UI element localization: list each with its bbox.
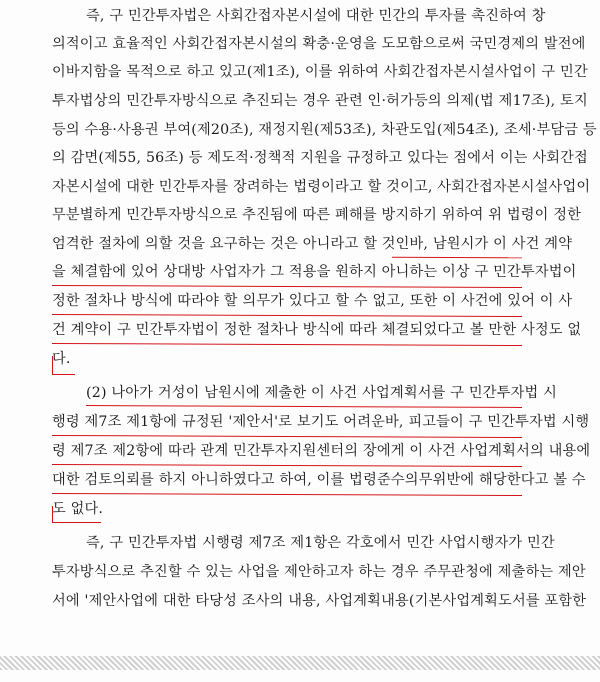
paragraph-line: 을 체결함에 있어 상대방 사업자가 그 적용을 원하지 아니하는 이상 구 민간투자법이 [52,264,577,280]
paragraph-line: 자본시설에 대한 민간투자를 장려하는 법령이라고 할 것이고, 사회간접자본시설사업이 [52,179,591,195]
red-underline [52,285,522,288]
paragraph-line: 서에 '제안사업에 대한 타당성 조사의 내용, 사업계획내용(기본사업계획도서를 포함한 [52,593,587,609]
paragraph-line: 투자방식으로 추진할 수 있는 사업을 제안하고자 하는 경우 주무관청에 제출하는 제안 [52,564,586,580]
paragraph-line: 도 없다. [52,501,104,517]
red-underline [52,435,522,438]
paragraph-line: 이바지함을 목적으로 하고 있고(제1조), 이를 위하여 사회간접자본시설사업이 구 민간 [52,64,588,80]
paragraph-line: 행령 제7조 제1항에 규정된 '제안서'로 보기도 어려운바, 피고들이 구 민간투자법 시행 [52,414,590,430]
paragraph-line: 정한 절차나 방식에 따라야 할 의무가 있다고 할 수 없고, 또한 이 사건에 있어 이 사 [52,293,573,309]
red-bracket-mark [52,356,75,375]
paragraph-line: 투자법상의 민간투자방식으로 추진되는 경우 관련 인·허가등의 의제(법 제17조), 토지 [52,93,588,109]
red-underline [392,257,522,259]
paragraph-line: 대한 검토의뢰를 하지 아니하였다고 하여, 이를 법령준수의무위반에 해당한다고 볼 수 [52,472,586,488]
paragraph-line: 의 감면(제55, 56조) 등 제도적·정책적 지원을 규정하고 있다는 점에서 이는 사회간접 [52,150,588,166]
paragraph-line: 즉, 구 민간투자법 시행령 제7조 제1항은 각호에서 민간 사업시행자가 민간 [86,535,555,551]
red-bracket-mark [52,506,101,523]
paragraph-line: 건 계약이 구 민간투자법이 정한 절차나 방식에 따라 체결되었다고 볼 만한 사정도 없 [52,322,582,338]
red-underline [52,343,522,346]
paragraph-line: 령 제7조 제2항에 따라 관계 민간투자지원센터의 장에게 이 사건 사업계획서의 내용에 [52,443,591,459]
paragraph-line: 즉, 구 민간투자법은 사회간접자본시설에 대한 민간의 투자를 촉진하여 창 [86,8,546,24]
red-underline [86,405,522,408]
red-underline [52,493,522,496]
red-underline [52,464,522,467]
paragraph-line: (2) 나아가 거성이 남원시에 제출한 이 사건 사업계획서를 구 민간투자법 시 [86,385,558,401]
paragraph-line: 엄격한 절차에 의할 것을 요구하는 것은 아니라고 할 것인바, 남원시가 이 사건 계약 [52,236,573,252]
paragraph-line: 무분별하게 민간투자방식으로 추진됨에 따른 폐해를 방지하기 위하여 위 법령이 정한 [52,207,582,223]
red-underline [52,314,522,317]
scan-footer-pattern [0,656,600,670]
paragraph-line: 의적이고 효율적인 사회간접자본시설의 확충·운영을 도모함으로써 국민경제의 발전에 [52,36,586,52]
paragraph-line: 등의 수용·사용권 부여(제20조), 재정지원(제53조), 차관도입(제54조), 조세·부담금 등 [52,122,597,138]
paragraph-line: 다. [52,351,71,367]
